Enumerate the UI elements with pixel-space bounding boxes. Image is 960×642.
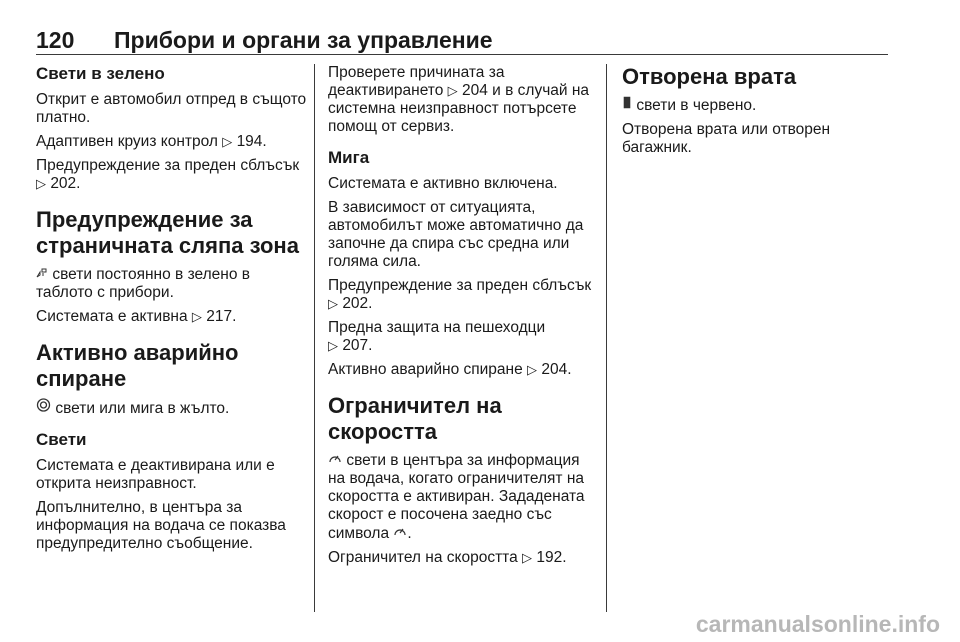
paragraph: Активно аварийно спиране ▷ 204. <box>328 361 572 378</box>
column-divider-1 <box>314 64 315 612</box>
paragraph: свети в червено. <box>622 96 884 115</box>
page-reference[interactable]: 207. <box>342 337 373 354</box>
speed-limiter-icon <box>393 524 407 542</box>
column-divider-2 <box>606 64 607 612</box>
heading-lit: Свети <box>36 430 87 449</box>
paragraph: свети или мига в жълто. <box>36 398 308 418</box>
page-number: 120 <box>36 27 75 53</box>
column-1 <box>36 64 308 559</box>
heading-blind-spot: Предупреждение за страничната сляпа зона <box>36 207 299 258</box>
paragraph: Системата е активно включена. <box>328 175 558 192</box>
page-reference[interactable]: 204. <box>541 361 572 378</box>
paragraph: Отворена врата или отворен багажник. <box>622 121 831 156</box>
paragraph: свети постоянно в зелено в таблото с прибори. <box>36 266 251 301</box>
blind-spot-warning-icon <box>36 265 48 283</box>
cross-reference-triangle-icon: ▷ <box>191 309 202 324</box>
paragraph: В зависимост от ситуацията, автомобилът може автоматично да започне да спира със средна или голяма сила. <box>328 199 584 270</box>
paragraph: Проверете причината за деактивирането ▷ 204 и в случай на системна неизправност потърсете помощ от сервиз. <box>328 64 590 135</box>
paragraph: Предна защита на пешеходци ▷ 207. <box>328 319 546 354</box>
heading-door-open: Отворена врата <box>622 64 797 89</box>
paragraph: Допълнително, в центъра за информация на водача се показва предупредително съобщение. <box>36 499 286 552</box>
header-rule <box>36 54 888 55</box>
paragraph: Адаптивен круиз контрол ▷ 194. <box>36 133 267 150</box>
heading-active-emergency-braking: Активно аварийно спиране <box>36 340 239 391</box>
heading-speed-limiter: Ограничител на скоростта <box>328 393 502 444</box>
cross-reference-triangle-icon: ▷ <box>527 362 538 377</box>
page-header <box>36 27 888 54</box>
cross-reference-triangle-icon: ▷ <box>522 550 533 565</box>
door-open-icon <box>622 96 632 114</box>
paragraph: Предупреждение за преден сблъсък ▷ 202. <box>36 157 300 192</box>
heading-flashing: Мига <box>328 148 370 167</box>
speed-limiter-icon <box>328 451 342 469</box>
cross-reference-triangle-icon: ▷ <box>328 338 338 353</box>
column-3 <box>622 64 884 163</box>
heading-lit-green: Свети в зелено <box>36 64 165 83</box>
paragraph: Системата е деактивирана или е открита неизправност. <box>36 457 275 492</box>
page-reference[interactable]: 192. <box>536 549 567 566</box>
column-2 <box>328 64 596 573</box>
cross-reference-triangle-icon: ▷ <box>447 83 458 98</box>
paragraph: свети в центъра за информация на водача, когато ограничителят на скоростта е активиран. Зададената скорост е посочена заедно със символа . <box>328 452 585 542</box>
cross-reference-triangle-icon: ▷ <box>36 176 46 191</box>
paragraph: Системата е активна ▷ 217. <box>36 308 237 325</box>
cross-reference-triangle-icon: ▷ <box>222 134 233 149</box>
page-reference[interactable]: 194. <box>236 133 267 150</box>
paragraph: Предупреждение за преден сблъсък ▷ 202. <box>328 277 592 312</box>
page-reference[interactable]: 202. <box>342 295 373 312</box>
page-reference[interactable]: 202. <box>50 175 81 192</box>
emergency-braking-icon <box>36 398 51 417</box>
watermark: carmanualsonline.info <box>695 611 940 637</box>
page-reference[interactable]: 217. <box>206 308 237 325</box>
paragraph: Открит е автомобил отпред в същото платно. <box>36 91 307 126</box>
page-title: Прибори и органи за управление <box>114 27 493 53</box>
cross-reference-triangle-icon: ▷ <box>328 296 338 311</box>
paragraph: Ограничител на скоростта ▷ 192. <box>328 549 567 566</box>
page-reference[interactable]: 204 <box>461 82 488 99</box>
